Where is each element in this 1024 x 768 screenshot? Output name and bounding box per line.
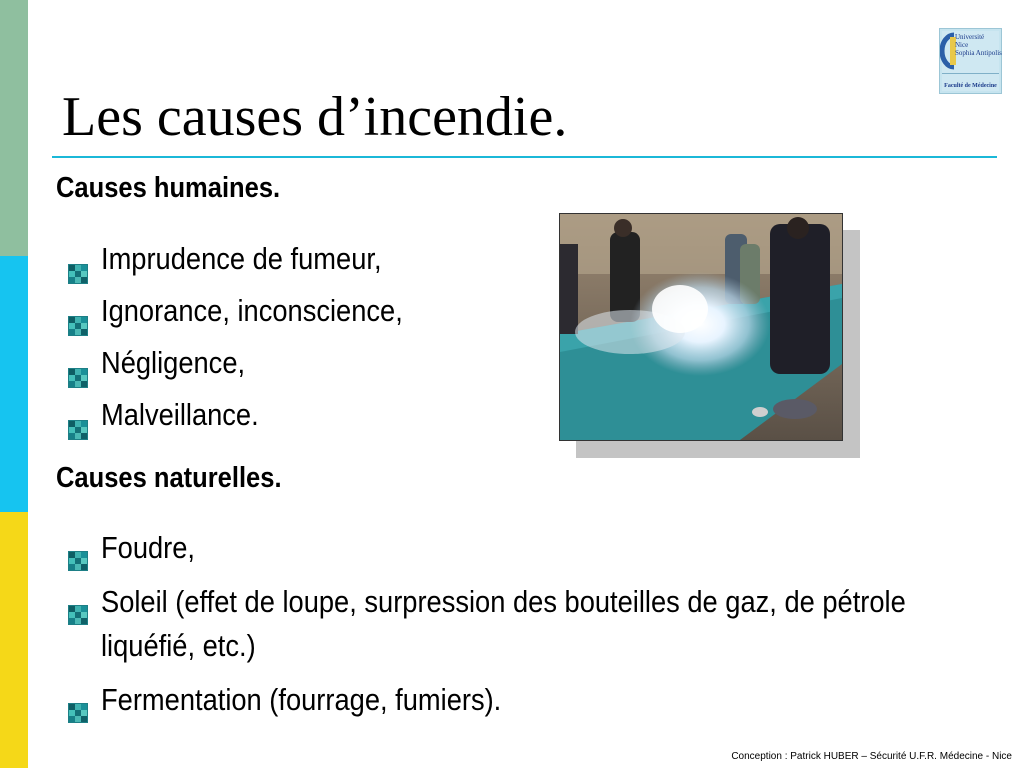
side-stripe-yellow [0,512,28,768]
list-causes-humaines [68,236,444,444]
square-bullet-icon [68,251,88,271]
list-item-text: Négligence, [101,345,246,380]
list-item [68,288,444,340]
list-item [68,580,968,668]
list-item [68,236,444,288]
square-bullet-icon [68,691,88,711]
heading-causes-naturelles: Causes naturelles. [56,462,282,494]
list-item-text: Fermentation (fourrage, fumiers). [101,682,502,717]
title-underline [52,156,997,158]
slide-footer: Conception : Patrick HUBER – Sécurité U.F.R. Médecine - Nice [731,751,1012,762]
square-bullet-icon [68,407,88,427]
list-causes-naturelles [68,526,968,732]
square-bullet-icon [68,303,88,323]
list-item [68,526,968,570]
square-bullet-icon [68,355,88,375]
fire-photo [559,213,843,441]
list-item [68,340,444,392]
list-item [68,392,444,444]
square-bullet-icon [68,539,88,559]
side-stripe-cyan [0,256,28,512]
university-logo [939,28,1002,94]
logo-line-nice: Nice [955,41,969,49]
logo-faculty: Faculté de Médecine [944,83,997,89]
logo-line-sophia: Sophia Antipolis [955,49,1002,57]
list-item-text: Soleil (effet de loupe, surpression des bouteilles de gaz, de pétrole liquéfié, etc.) [101,584,906,663]
logo-line-university: Université [955,33,985,41]
list-item-text: Ignorance, inconscience, [101,293,403,328]
list-item [68,678,968,722]
fire-photo-image [560,214,842,440]
side-stripe-green [0,0,28,256]
list-item-text: Malveillance. [101,397,259,432]
list-item-text: Imprudence de fumeur, [101,241,382,276]
square-bullet-icon [68,593,88,613]
heading-causes-humaines: Causes humaines. [56,172,281,204]
slide-title: Les causes d’incendie. [62,86,568,148]
list-item-text: Foudre, [101,530,196,565]
